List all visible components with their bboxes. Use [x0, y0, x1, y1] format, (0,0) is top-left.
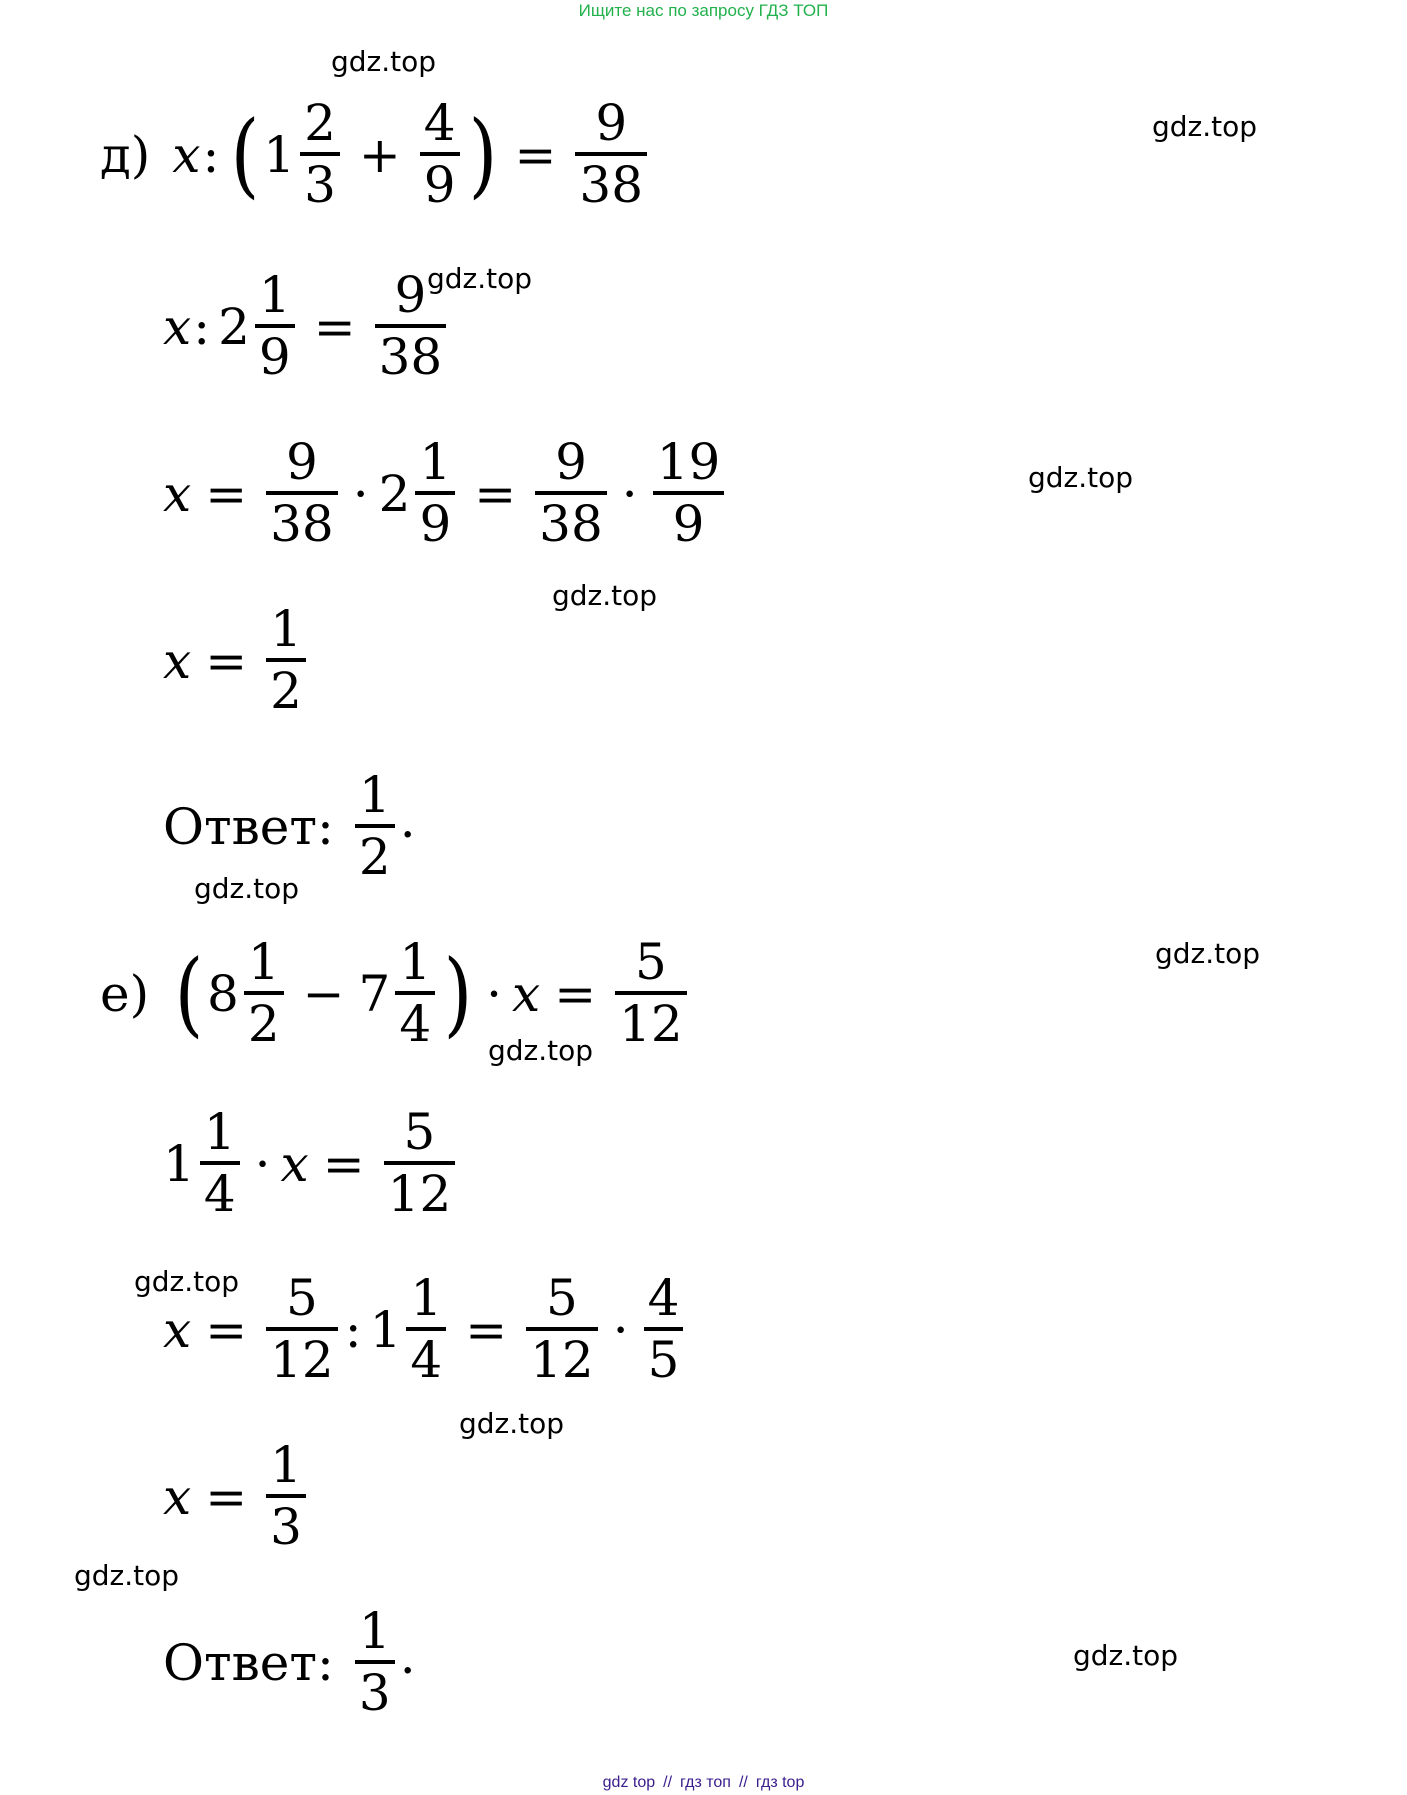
answer-label: Ответ: — [163, 797, 334, 856]
numerator: 4 — [647, 1269, 680, 1327]
fraction — [384, 1103, 456, 1223]
denominator: 4 — [399, 995, 432, 1053]
numerator: 5 — [635, 933, 667, 991]
whole-part: 1 — [163, 1134, 195, 1193]
whole-part: 2 — [378, 464, 411, 523]
fraction — [355, 766, 395, 886]
fraction — [266, 1436, 306, 1556]
fraction — [255, 266, 295, 386]
numerator: 1 — [399, 933, 432, 991]
part-e-line-4 — [163, 1436, 311, 1556]
denominator: 12 — [387, 1165, 452, 1223]
denominator: 4 — [410, 1331, 443, 1389]
numerator: 1 — [270, 600, 302, 658]
fraction — [200, 1103, 240, 1223]
multiply-sign: · — [352, 464, 369, 523]
denominator: 3 — [304, 156, 336, 214]
footer-separator: // — [663, 1774, 673, 1791]
fraction — [653, 433, 725, 553]
footer-link[interactable]: гдз топ — [680, 1774, 731, 1791]
multiply-sign: · — [254, 1134, 271, 1193]
footer-separator: // — [738, 1774, 748, 1791]
part-d-answer — [163, 766, 416, 886]
numerator: 1 — [247, 933, 280, 991]
watermark: gdz.top — [1155, 937, 1261, 970]
plus-sign: + — [358, 125, 401, 184]
watermark: gdz.top — [1073, 1639, 1179, 1672]
fraction — [266, 1269, 338, 1389]
numerator: 1 — [358, 1602, 391, 1660]
part-d-label: д) — [100, 125, 151, 184]
numerator: 5 — [403, 1103, 436, 1161]
variable-x: x — [163, 1300, 192, 1359]
denominator: 2 — [270, 662, 302, 720]
part-e-line-2 — [163, 1103, 460, 1223]
watermark: gdz.top — [74, 1559, 180, 1592]
part-e-label: е) — [100, 964, 150, 1023]
part-d-line-2 — [163, 266, 451, 386]
fraction — [644, 1269, 684, 1389]
fraction — [244, 933, 284, 1053]
whole-part: 1 — [369, 1300, 402, 1359]
denominator: 38 — [270, 495, 334, 553]
denominator: 2 — [358, 828, 391, 886]
fraction — [300, 94, 340, 214]
denominator: 3 — [358, 1664, 391, 1722]
numerator: 9 — [286, 433, 318, 491]
paren-open: ( — [174, 939, 204, 1047]
part-d-line-3 — [163, 433, 729, 553]
equals-sign: = — [465, 1300, 508, 1359]
denominator: 12 — [530, 1331, 594, 1389]
variable-x: x — [163, 1467, 192, 1526]
equals-sign: = — [205, 631, 248, 690]
equals-sign: = — [205, 464, 248, 523]
equals-sign: = — [313, 297, 356, 356]
watermark: gdz.top — [552, 579, 658, 612]
denominator: 9 — [423, 156, 456, 214]
equals-sign: = — [322, 1134, 365, 1193]
denominator: 3 — [270, 1498, 302, 1556]
denominator: 12 — [270, 1331, 334, 1389]
whole-part: 7 — [358, 964, 391, 1023]
variable-x: x — [280, 1134, 309, 1193]
fraction — [415, 433, 455, 553]
numerator: 4 — [423, 94, 456, 152]
numerator: 1 — [358, 766, 391, 824]
paren-close: ) — [468, 100, 497, 208]
divide-sign: : — [202, 125, 220, 184]
whole-part: 2 — [218, 297, 250, 356]
numerator: 19 — [656, 433, 721, 491]
variable-x: x — [163, 297, 192, 356]
fraction — [615, 933, 687, 1053]
denominator: 9 — [419, 495, 452, 553]
equals-sign: = — [205, 1467, 248, 1526]
footer — [0, 1773, 1407, 1793]
paren-open: ( — [230, 100, 260, 208]
numerator: 2 — [304, 94, 336, 152]
part-e-answer — [163, 1602, 416, 1722]
denominator: 38 — [378, 328, 443, 386]
part-d-line-4 — [163, 600, 311, 720]
whole-part: 8 — [207, 964, 239, 1023]
multiply-sign: · — [486, 964, 502, 1023]
part-d-line-1 — [100, 94, 652, 214]
variable-x: x — [163, 464, 192, 523]
watermark: gdz.top — [1152, 110, 1258, 143]
watermark: gdz.top — [331, 45, 437, 78]
fraction — [420, 94, 460, 214]
numerator: 9 — [595, 94, 628, 152]
fraction — [266, 600, 306, 720]
divide-sign: : — [344, 1300, 362, 1359]
fraction — [535, 433, 607, 553]
numerator: 1 — [203, 1103, 236, 1161]
fraction — [406, 1269, 446, 1389]
footer-link[interactable]: gdz top — [602, 1774, 656, 1791]
watermark: gdz.top — [134, 1265, 240, 1298]
watermark: gdz.top — [427, 262, 533, 295]
denominator: 9 — [672, 495, 705, 553]
minus-sign: − — [302, 964, 345, 1023]
period: . — [399, 1627, 416, 1685]
paren-close: ) — [443, 939, 473, 1047]
watermark: gdz.top — [194, 872, 300, 905]
numerator: 5 — [546, 1269, 578, 1327]
denominator: 2 — [247, 995, 280, 1053]
equals-sign: = — [205, 1300, 248, 1359]
period: . — [399, 791, 416, 849]
fraction — [266, 433, 338, 553]
multiply-sign: · — [621, 464, 638, 523]
denominator: 12 — [619, 995, 683, 1053]
numerator: 5 — [286, 1269, 318, 1327]
multiply-sign: · — [612, 1300, 629, 1359]
equals-sign: = — [554, 964, 597, 1023]
denominator: 38 — [579, 156, 644, 214]
numerator: 1 — [270, 1436, 302, 1494]
divide-sign: : — [193, 297, 211, 356]
top-banner: Ищите нас по запросу ГДЗ ТОП — [578, 1, 829, 20]
fraction — [375, 266, 447, 386]
denominator: 38 — [539, 495, 603, 553]
numerator: 1 — [419, 433, 452, 491]
denominator: 9 — [258, 328, 291, 386]
answer-label: Ответ: — [163, 1633, 334, 1692]
whole-part: 1 — [263, 125, 296, 184]
numerator: 9 — [394, 266, 427, 324]
watermark: gdz.top — [1028, 461, 1134, 494]
footer-link[interactable]: гдз top — [755, 1774, 805, 1791]
fraction — [355, 1602, 395, 1722]
watermark: gdz.top — [459, 1407, 565, 1440]
fraction — [395, 933, 435, 1053]
variable-x: x — [163, 631, 192, 690]
equals-sign: = — [474, 464, 517, 523]
numerator: 9 — [555, 433, 587, 491]
variable-x: x — [511, 964, 541, 1023]
variable-x: x — [172, 125, 201, 184]
watermark: gdz.top — [488, 1034, 594, 1067]
fraction — [526, 1269, 598, 1389]
part-e-line-3 — [163, 1269, 688, 1389]
numerator: 1 — [410, 1269, 443, 1327]
denominator: 4 — [203, 1165, 236, 1223]
numerator: 1 — [258, 266, 291, 324]
equals-sign: = — [514, 125, 557, 184]
fraction — [575, 94, 647, 214]
denominator: 5 — [647, 1331, 680, 1389]
